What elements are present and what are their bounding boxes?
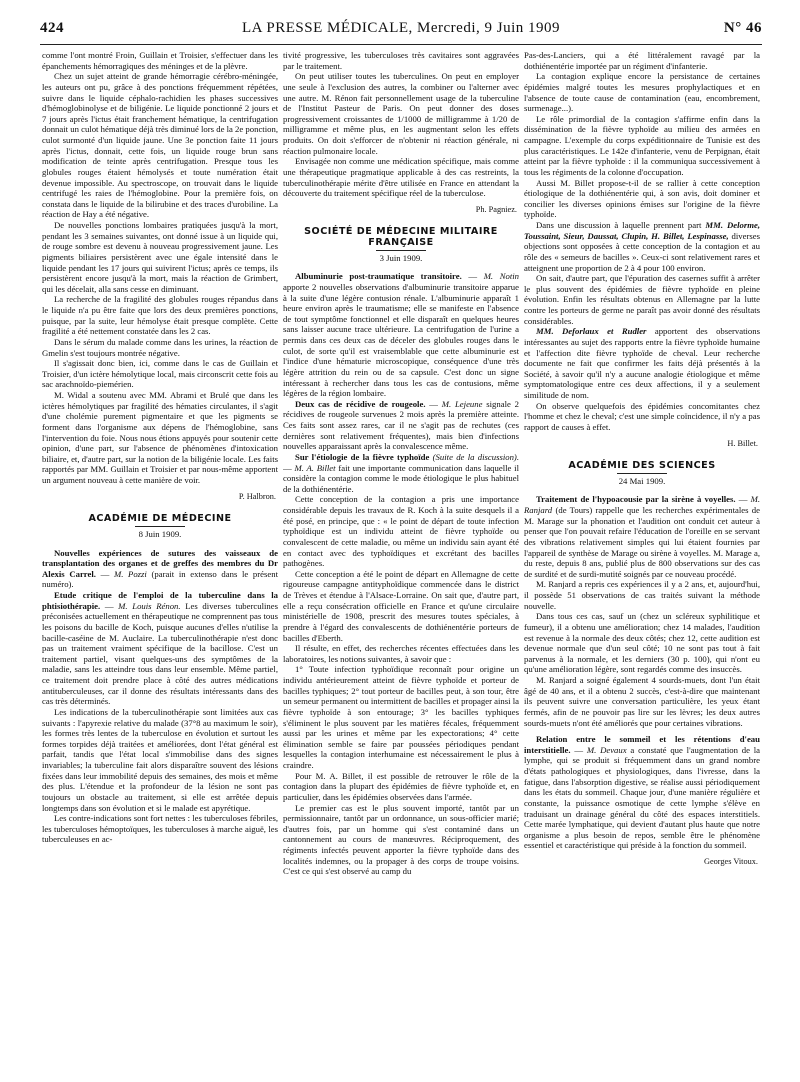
author-signature: Ph. Pagniez.	[475, 204, 517, 214]
entry: Traitement de l'hypoacousie par la sirène à voyelles. — M. Ranjard (de Tours) rappelle que les recherches expérimentales de M. Marage sur la phonation et l'audition ont conduit cet auteur à penser que l'on pouvait refaire l'éducation de l'oreille en se servant des vibrations relativement simples qui lui étaient fournies par l'appareil de synthèse de Marage ou sirène à voyelles. M. Marage a, du reste, depuis 8 ans, publié plus de 800 observations sur des cas de surdité et de surdi-mutité soignés par ce nouveau procédé.	[524, 494, 760, 579]
paragraph: comme l'ont montré Froin, Guillain et Troisier, s'effectuer dans les épanchements hémorragiques des méninges et de la plèvre.	[42, 50, 278, 71]
column-right	[524, 50, 760, 1074]
entry-text: (parait in extenso dans le présent numéro).	[42, 568, 278, 590]
author-signature: P. Halbron.	[238, 491, 276, 501]
entry-title: Deux cas de récidive de rougeole.	[295, 398, 426, 409]
entry: Albuminurie post-traumatique transitoire. — M. Notin apporte 2 nouvelles observations d'albuminurie transitoire apparue à la suite d'une légère contusion rénale. L'albuminurie apparaît 1 heure environ après le traumatisme; elle se manifeste en l'absence de tout symptôme fonctionnel et elle disparaît en quelques heures sans laisser aucune trace ultérieure. La centrifugation de l'urine a permis dans ces deux cas de déceler des globules rouges dans le culot, de sorte qu'il est vraisemblable que cette albuminurie est l'indice d'une hématurie microscopique, conséquence d'une très légère attrition du rein ou de sa capsule. C'est donc un signe intéressant à rechercher dans tous les cas de contusions, même légères de la région lombaire.	[283, 271, 519, 399]
entry-text: a constaté que l'augmentation de la lymphe, qui se produit si fréquemment dans un grand nombre d'états pathologiques et physiologiques, dans l'ivresse, dans la fatigue, dans l'absorption digestive, se réalise aussi périodiquement dans les états du sommeil. Chaque jour, d'une manière régulière et constante, la puissance osmotique de cette lymphe s'élève en traduisant un drainage général du côté des espaces interstitiels. Cette marée lymphatique, qui devient d'autant plus haute que notre organisme a plus besoin de repos, semble être le phénomène essentiel et caractéristique qui préside à la fonction du sommeil.	[524, 744, 760, 851]
paragraph: De nouvelles ponctions lombaires pratiquées jusqu'à la mort, pendant les 3 semaines suivantes, ont donné issue à un liquide qui, de rouge sombre est devenu à nouveau progressivement jaune. Les pigments biliaires persistèrent avec une égale intensité dans le liquide pendant les 17 jours qui suivirent l'ictus; après ce temps, ils persistèrent encore jusqu'à la mort, mais la réaction de Grimbert, qui les décelait, alla sans cesse en diminuant.	[42, 220, 278, 294]
entry-author: M. Louis Rénon.	[118, 600, 181, 611]
entry-author: M. Pozzi	[113, 568, 147, 579]
paragraph: Cette conception de la contagion a pris une importance considérable depuis les travaux de R. Koch à la suite desquels il a été posé, en principe, que : « le point de départ de toute infection typhoïdique est un individu atteint de fièvre typhoïde ou convalescent de cette maladie, ou même un individu sain ayant été en contact avec des typhoïdiques et excrétant des bacilles pathogènes.	[283, 494, 519, 569]
author-signature: H. Billet.	[727, 438, 758, 448]
entry-title: Relation entre le sommeil et les rétentions d'eau interstitielle.	[524, 734, 760, 755]
paragraph: Dans le sérum du malade comme dans les urines, la réaction de Gmelin s'est toujours montrée négative.	[42, 336, 278, 358]
paragraph: M. Widal a soutenu avec MM. Abrami et Brulé que dans les ictères hémolytiques par fragilité des hématies circulantes, il s'agit d'une cholémie purement pigmentaire et que les pigments se forment dans l'organisme aux dépens de l'hémoglobine, sans l'intervention du foie. Nous nous étions appuyés pour soutenir cette opinion, d'une part, sur l'absence de phénomènes d'intoxication biliaire, et, d'autre part, sur la notion de la biligénie locale. Les faits rapportés par MM. Guillain et Troisier et par nous-même apportent un argument nouveau à cette manière de voir.	[42, 390, 278, 485]
entry-note: (Suite de la discussion).	[432, 451, 519, 462]
entry: Etude critique de l'emploi de la tuberculine dans la phtisiothérapie. — M. Louis Rénon. Les diverses tuberculines préconisées actuellement en thérapeutique ne comprennent pas tous les poisons du bacille de Koch, puisque aucunes d'elles n'utilise la bacille-caséine de M. Auclaire. La tuberculinothérapie n'est donc pas un traitement vraiment spécifique de la bacillose. C'est un traitement partiel, visant quelques-uns des symptômes de la maladie, sans les atteindre tous dans leur ensemble. Même partiel, ce traitement doit prendre place à côté des autres médications antituberculeuses, car il donne des résultats intéressants dans des cas très déterminés.	[42, 590, 278, 707]
section-heading: ACADÉMIE DE MÉDECINE	[88, 513, 232, 525]
section-heading: ACADÉMIE DES SCIENCES	[568, 460, 716, 472]
entry: Relation entre le sommeil et les rétentions d'eau interstitielle. — M. Devaux a constaté que l'augmentation de la lymphe, qui se produit si fréquemment dans un grand nombre d'états pathologiques et physiologiques, dans l'ivresse, dans la fatigue, dans l'absorption digestive, se réalise aussi périodiquement dans les états du sommeil. Chaque jour, d'une manière régulière et constante, la puissance osmotique de cette lymphe s'élève en traduisant un drainage général du côté des espaces interstitiels. Cette marée lymphatique, qui devient d'autant plus haute que notre organisme a plus besoin de repos, semble être le phénomène essentiel et caractéristique qui préside à la fonction du sommeil.	[524, 734, 760, 851]
column-middle	[283, 50, 519, 1074]
entry: Deux cas de récidive de rougeole. — M. Lejeune signale 2 récidives de rougeole survenues 2 mois après la première atteinte. Ces faits sont assez rares, car il ne s'agit pas de rechutes (ces dernières sont relativement fréquentes), mais bien d'infections nouvelles apparaissant après la convalescence même.	[283, 398, 519, 452]
section-heading: SOCIÉTÉ DE MÉDECINE MILITAIRE FRANÇAISE	[304, 226, 498, 248]
paragraph: On peut utiliser toutes les tuberculines. On peut en employer une seule à l'exclusion des autres, la combiner ou l'alterner avec une autre. M. Rénon fait personnellement usage de la tuberculine de l'Institut Pasteur de Paris. On peut donner des doses progressivement croissantes de 1/1000 de milligramme à 1/20 de milligramme et même plus, en les augmentant selon les effets produits. On doit s'efforcer de n'obtenir ni réaction générale, ni réaction pulmonaire locale.	[283, 71, 519, 156]
entry-author: M. Lejeune	[441, 398, 483, 409]
paragraph: Pour M. A. Billet, il est possible de retrouver le rôle de la contagion dans la plupart des épidémies de fièvre typhoïde et, en particulier, dans les épidémies observées dans l'armée.	[283, 770, 519, 802]
entry-author: M. Ranjard	[524, 494, 760, 515]
entry-title: Nouvelles expériences de sutures des vaisseaux de transplantation des organes et de greffes des membres du Dr Alexis Carrel.	[42, 547, 278, 579]
entry: Sur l'étiologie de la fièvre typhoïde (Suite de la discussion). — M. A. Billet fait une importante communication dans laquelle il considère la contagion comme le mode étiologique le plus habituel de la dothiénentérie.	[283, 451, 519, 494]
paragraph: Il résulte, en effet, des recherches récentes effectuées dans les laboratoires, les notions suivantes, à savoir que :	[283, 643, 519, 664]
entry-title: Etude critique de l'emploi de la tuberculine dans la phtisiothérapie.	[42, 590, 278, 611]
section-rule	[376, 250, 426, 251]
section-date: 24 Mai 1909.	[618, 475, 666, 486]
issue-number: N° 46	[723, 20, 762, 36]
entry-text: apporte 2 nouvelles observations d'albuminurie transitoire apparue à la suite d'une légère contusion rénale. L'albuminurie apparaît 1 heure environ après le traumatisme; elle se manifeste en l'absence de tout symptôme fonctionnel et elle disparaît en quelques heures sans laisser aucune trace ultérieure. La centrifugation de l'urine a permis dans ces deux cas de déceler des globules rouges dans le culot, de sorte qu'il est vraisemblable que cette albuminurie est l'indice d'une hématurie microscopique, conséquence d'une très légère attrition du rein ou de sa capsule. C'est donc un signe intéressant à rechercher dans tous les cas de contusions, même légères de la région lombaire.	[283, 281, 519, 399]
paragraph: Les indications de la tuberculinothérapie sont limitées aux cas suivants : l'apyrexie relative du malade (37°8 au maximum le soir), les formes très lentes de la tuberculose en évolution et surtout les formes torpides déjà traitées et améliorées, dont l'état général est parfait, tandis que l'état local s'immobilise dans des signes invariables; la tuberculine fait alors disparaître souvent des lésions fixées dans leur immobilité depuis des semaines, des mois et même des plus. L'étendue et la profondeur de la lésion ne sont pas toujours un obstacle au traitement, si elle est arrêtée depuis longtemps dans son évolution et si le malade est apyrétique.	[42, 706, 278, 813]
section-rule	[617, 473, 667, 474]
paragraph: Dans tous ces cas, sauf un (chez un scléreux syphilitique et fumeur), il a obtenu une amélioration; chez 14 malades, l'audition est revenue à la normale des deux côtés; chez 12, cette audition est devenue normale que d'un seul côté; 10 ne sont pas tout à fait parvenus à la normale, et les derniers (30 p. 100), qui n'ont eu qu'une amélioration légère, sont regardés comme des insuccès.	[524, 611, 760, 675]
column-left	[42, 50, 278, 1074]
paragraph: On sait, d'autre part, que l'épuration des casernes suffit à arrêter le plus souvent des épidémies de fièvre typhoïde en pleine évolution. Enfin les résultats obtenus en Allemagne par la lutte contre les porteurs de germe ne paraît pas avoir donné des résultats considérables.	[524, 273, 760, 326]
paragraph	[524, 220, 760, 273]
paragraph: Aussi M. Billet propose-t-il de se rallier à cette conception étiologique de la dothiénentérie qui, à son avis, doit dominer et concilier les diverses opinions émises sur l'origine de la fièvre typhoïde.	[524, 177, 760, 220]
entry-author: M. A. Billet	[294, 462, 336, 473]
paragraph-text: diverses objections sont opposées à cette conception de la contagion et au rôle des « semeurs de bacilles ». Ceux-ci sont relativement rares et atteignent une proportion de 2 à 4 pour 100 environ.	[524, 230, 760, 273]
paragraph: Il s'agissait donc bien, ici, comme dans le cas de Guillain et Troisier, d'un ictère hémolytique local, mais circonscrit cette fois au sac arachnoïdo-piemérien.	[42, 358, 278, 390]
entry-text: fait une importante communication dans laquelle il considère la contagion comme le mode étiologique le plus habituel de la dothiénentérie.	[283, 462, 519, 494]
names-list: MM. Delorme, Toussaint, Sieur, Daussat, Clupin, H. Billet, Lespinasse,	[524, 220, 760, 241]
section-date: 3 Juin 1909.	[379, 252, 423, 263]
entry-title: Traitement de l'hypoacousie par la sirène à voyelles.	[536, 494, 736, 505]
paragraph: Les contre-indications sont fort nettes : les tuberculoses fébriles, les tuberculoses hémoptoïques, les tuberculoses à marche aiguë, les tuberculeuses en ac-	[42, 813, 278, 845]
paragraph: On observe quelquefois des épidémies concomitantes chez l'homme et chez le cheval; c'est une simple coïncidence, il n'y a pas rapport de causes à effet.	[524, 400, 760, 432]
paragraph: Envisagée non comme une médication spécifique, mais comme une thérapeutique pragmatique applicable à des cas restreints, la tuberculinothérapie mérite d'être utilisée en France en attendant la découverte du traitement spécifique réel de la tuberculose.	[283, 156, 519, 199]
page-header	[40, 20, 762, 42]
paragraph-text: Dans une discussion à laquelle prennent part	[536, 220, 702, 230]
paragraph: M. Ranjard a repris ces expériences il y a 2 ans, et, aujourd'hui, il possède 51 observations de cas traités suivant la méthode nouvelle.	[524, 579, 760, 611]
entry-title: Sur l'étiologie de la fièvre typhoïde	[295, 451, 430, 462]
paragraph: 1° Toute infection typhoïdique reconnaît pour origine un individu antérieurement atteint de fièvre typhoïde et porteur de bacilles typhiques; 2° tout porteur de bacilles peut, à son tour, être un semeur permanent ou intermittent de bacilles et propager ainsi la fièvre typhoïde à son entourage; 3° les bacilles typhiques s'éliminent le plus souvent par les matières fécales, fréquemment aussi par les urines et même par les expectorations; 4° cette élimination semble se faire par poussées périodiques pendant lesquelles la contagion interhumaine est nécessairement le plus à craindre.	[283, 664, 519, 770]
entry-text: signale 2 récidives de rougeole survenues 2 mois après la première atteinte. Ces faits sont assez rares, car il ne s'agit pas de rechutes (ces dernières sont relativement fréquentes), mais bien d'infections nouvelles apparaissant après la convalescence même.	[283, 398, 519, 452]
names-list: MM. Deforlaux et Rudler	[536, 326, 647, 337]
entry-title: Albuminurie post-traumatique transitoire.	[295, 271, 462, 282]
entry-author: M. Devaux	[586, 744, 627, 755]
paragraph: La contagion explique encore la persistance de certaines épidémies malgré toutes les mesures prophylactiques et en l'absence de toute cause de contamination (eau, encombrement, surmenage...).	[524, 71, 760, 114]
journal-title: LA PRESSE MÉDICALE, Mercredi, 9 Juin 1909	[242, 20, 560, 36]
section-rule	[135, 526, 185, 527]
author-signature: Georges Vitoux.	[703, 857, 758, 866]
paragraph	[524, 326, 760, 400]
entry: Nouvelles expériences de sutures des vaisseaux de transplantation des organes et de greffes des membres du Dr Alexis Carrel. — M. Pozzi (parait in extenso dans le présent numéro).	[42, 547, 278, 590]
paragraph: La recherche de la fragilité des globules rouges répandus dans le liquide n'a pu être faite que lors des deux premières ponctions, puisque, par la suite, leur hémolyse était presque complète. Cette fragilité a été nettement constatée dans les 2 cas.	[42, 294, 278, 337]
section-date: 8 Juin 1909.	[138, 528, 182, 539]
paragraph: Le rôle primordial de la contagion s'affirme enfin dans la dissémination de la fièvre typhoïde au milieu des armées en campagne. L'exemple du corps expéditionnaire de Tunisie est des plus caractéristiques. Le 142e d'infanterie, venu de Perpignan, était atteint par la fièvre typhoïde : il la communiqua successivement à tous les régiments de la colonne d'occupation.	[524, 113, 760, 177]
paragraph: Chez un sujet atteint de grande hémorragie cérébro-méningée, les auteurs ont pu, grâce à des ponctions fréquemment répétées, suivre dans le liquide céphalo-rachidien les phases successives d'hémoglobinolyse et de biligénie. Le liquide ponctionné 2 jours et 7 jours après l'ictus était franchement hématique, la centrifugation donnait un culot hématique déjà très diminué lors de la 2e ponction, culot surmonté d'un liquide jaune. Une 3e ponction faite 11 jours après l'ictus, donnait, cette fois, un liquide rouge brun sans modification de teinte après centrifugation. Presque tous les globules rouges étaient hémolysés et toute numération était devenue impossible. Au spectroscope, on trouvait dans le liquide centrifugé les raies de l'hémoglobine. Pour la première fois, on constata dans le liquide de la bilirubine et des traces d'urobiline. La réaction de Hay a été négative.	[42, 71, 278, 220]
paragraph: Pas-des-Lanciers, qui a été littéralement ravagé par la dothiénentérie importée par un régiment d'infanterie.	[524, 50, 760, 71]
paragraph: Cette conception a été le point de départ en Allemagne de cette rigoureuse campagne antityphoïdique commencée dans le district de Trèves et étendue à l'Alsace-Lorraine. On sait que, d'autre part, elle a reçu consécration officielle en France et qu'une circulaire ministérielle de 1908, prescrit des mesures toutes spéciales, à prendre à l'égard des convalescents de dothiénentérie porteurs de bacilles d'Eberth.	[283, 568, 519, 643]
paragraph: M. Ranjard a soigné également 4 sourds-muets, dont l'un était âgé de 40 ans, et il a obtenu 2 succès, c'est-à-dire que maintenant ils peuvent suivre une conversation particulière, les yeux étant fermés, afin de ne pouvoir pas lire sur les lèvres; les deux autres sourds-muets n'ont été améliorés que pour certaines vibrations.	[524, 675, 760, 728]
paragraph: tivité progressive, les tuberculoses très cavitaires sont aggravées par le traitement.	[283, 50, 519, 71]
entry-text: (de Tours) rappelle que les recherches expérimentales de M. Marage sur la phonation et l'audition ont conduit cet auteur à penser que l'on pouvait refaire l'éducation de l'oreille en se servant des vibrations relativement simples qui lui étaient fournies par l'appareil de synthèse de Marage ou sirène à voyelles. M. Marage a, du reste, depuis 8 ans, publié plus de 800 observations sur des cas de surdité et de surdi-mutité soignés par ce nouveau procédé.	[524, 505, 760, 579]
paragraph-text: apportent des observations intéressantes au sujet des rapports entre la fièvre typhoïde humaine et l'affection dite fièvre typhoïde de cheval. Leur recherche documente ne fait que confirmer les faits déjà présentés à la Société, à savoir qu'il n'y a aucune analogie étiologique et même symptomatologique entre ces deux affections, il y a seulement similitude de nom.	[524, 326, 760, 400]
paragraph: Le premier cas est le plus souvent importé, tantôt par un permissionnaire, tantôt par un ordonnance, un sous-officier marié; d'autres fois, par un homme qui s'est contaminé dans un cantonnement au cours de manœuvres. Réciproquement, des régiments infectés peuvent apporter la fièvre typhoïde dans des localités indemnes, ou la propager à des corps de troupe voisins. C'est ce qui s'est observé au camp du	[283, 802, 519, 877]
header-rule	[40, 44, 762, 45]
entry-author: M. Notin	[483, 271, 519, 282]
entry-text: Les diverses tuberculines préconisées actuellement en thérapeutique ne comprennent pas tous les poisons du bacille de Koch, puisque aucunes d'elles n'utilise la bacille-caséine de M. Auclaire. La tuberculinothérapie n'est donc pas un traitement vraiment spécifique de la bacillose. C'est un traitement partiel, visant quelques-uns des symptômes de la maladie, sans les atteindre tous dans leur ensemble. Même partiel, ce traitement doit prendre place à côté des autres médications antituberculeuses, car il donne des résultats intéressants dans des cas très déterminés.	[42, 600, 278, 707]
page-number: 424	[40, 20, 64, 36]
